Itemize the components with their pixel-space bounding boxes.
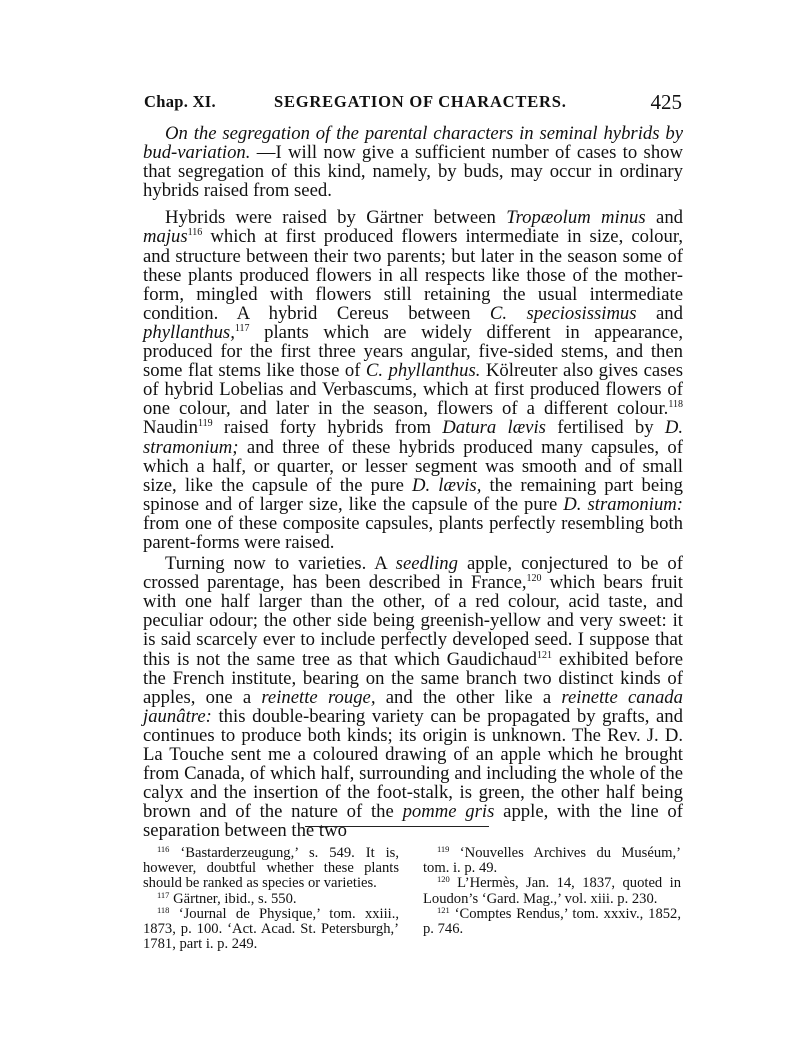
footnote-number: 117 bbox=[157, 889, 170, 900]
footnote-ref: 117 bbox=[234, 322, 250, 334]
paragraph-hybrids bbox=[143, 208, 683, 552]
footnote-divider bbox=[305, 826, 489, 827]
body-text bbox=[143, 124, 683, 840]
footnote-number: 116 bbox=[157, 844, 170, 854]
footnote-text: ‘Comptes Rendus,’ tom. xxxiv., 1852, p. 746. bbox=[423, 905, 681, 938]
paragraph-text: —I will now give a sufficient number of cases to show that segregation of this kind, namely, by buds, may occur in ordinary hybrids raised from seed. bbox=[143, 142, 683, 202]
footnotes-left-column bbox=[143, 846, 399, 952]
text-run: Naudin bbox=[143, 417, 199, 439]
italic-term: D. stramonium; bbox=[143, 417, 683, 458]
text-run: from one of these composite capsules, plants perfectly resembling both parent-forms were raised. bbox=[143, 512, 683, 553]
text-run: plants which are widely different in appearance, produced for the first three years angular, five-sided stems, and then some flat stems like those of bbox=[143, 321, 683, 382]
running-head bbox=[144, 90, 682, 120]
text-run: fertilised by bbox=[545, 417, 665, 439]
text-run: raised forty hybrids from bbox=[212, 417, 443, 439]
footnote bbox=[423, 876, 681, 906]
chapter-label: Chap. XI. bbox=[144, 92, 216, 111]
text-run: Kölreuter also gives cases of hybrid Lobelias and Verbascums, which at first produced flowers of one colour, and later in the season, flowers of a different colour. bbox=[143, 360, 683, 420]
footnote bbox=[143, 904, 399, 953]
footnote-ref: 119 bbox=[198, 418, 213, 430]
footnotes-right-column bbox=[423, 846, 681, 937]
italic-term: reinette rouge, bbox=[261, 686, 376, 708]
text-run: Hybrids were raised by Gärtner between bbox=[165, 207, 507, 229]
text-run: apple, with the line of separation between the two bbox=[143, 801, 683, 842]
italic-term: reinette canada jaunâtre: bbox=[143, 686, 683, 727]
text-run: and bbox=[636, 302, 683, 324]
page-number: 425 bbox=[650, 90, 682, 114]
paragraph-varieties bbox=[143, 554, 683, 840]
italic-term: majus bbox=[143, 226, 188, 248]
italic-term: Tropæolum minus bbox=[506, 207, 646, 229]
text-run: and three of these hybrids produced many capsules, of which a half, or quarter, or lesser segment was smooth and of small size, like the capsule of the pure bbox=[143, 436, 683, 496]
italic-term: D. lævis, bbox=[412, 474, 482, 496]
footnote-ref: 116 bbox=[187, 227, 203, 239]
italic-term: seedling bbox=[395, 553, 458, 575]
italic-term: Datura lævis bbox=[442, 417, 546, 439]
text-run: Turning now to varieties. A bbox=[165, 553, 396, 575]
footnote-ref: 118 bbox=[668, 399, 683, 411]
text-run: apple, conjectured to be of crossed parentage, has been described in France, bbox=[143, 553, 683, 594]
footnote-text: ‘Nouvelles Archives du Muséum,’ tom. i. p. 49. bbox=[423, 845, 681, 877]
text-run: and bbox=[645, 207, 684, 229]
italic-term: C. speciosissimus bbox=[489, 302, 637, 324]
footnote-text: Gärtner, ibid., s. 550. bbox=[169, 890, 297, 907]
footnote-number: 120 bbox=[437, 874, 450, 885]
section-heading: On the segregation of the parental characters in seminal hybrids by bud-variation. bbox=[143, 123, 683, 164]
footnote-number: 118 bbox=[157, 904, 170, 915]
footnote-ref: 121 bbox=[537, 649, 552, 661]
text-run: this double-bearing variety can be propagated by grafts, and continues to produce both kinds; its origin is unknown. The Rev. J. D. La Touche sent me a coloured drawing of an apple which he brought from Canada, of which half, surrounding and including the whole of the calyx and the insertion of the foot-stalk, is green, the other half being brown and of the nature of the bbox=[143, 705, 683, 823]
running-title: SEGREGATION OF CHARACTERS. bbox=[274, 92, 567, 111]
footnote-text: ‘Journal de Physique,’ tom. xxiii., 1873, p. 100. ‘Act. Acad. St. Petersburgh,’ 1781, part i. p. 249. bbox=[143, 905, 399, 953]
footnote bbox=[423, 846, 681, 876]
italic-term: phyllanthus, bbox=[143, 321, 235, 343]
text-run: and the other like a bbox=[375, 686, 562, 708]
footnote-number: 121 bbox=[437, 904, 450, 915]
text-run: which bears fruit with one half larger than the other, of a red colour, acid taste, and peculiar odour; the other side being greenish-yellow and very sweet: it is said scarcely ever to include perfectly developed seed. I suppose that this is not the same tree as that which Gaudichaud bbox=[143, 572, 683, 670]
footnote bbox=[143, 846, 399, 892]
text-run: the remaining part being spinose and of larger size, like the capsule of the pure bbox=[143, 474, 683, 515]
italic-term: D. stramonium: bbox=[563, 493, 684, 515]
paragraph-segregation-intro bbox=[143, 124, 683, 200]
footnote-text: L’Hermès, Jan. 14, 1837, quoted in Loudon’s ‘Gard. Mag.,’ vol. xiii. p. 230. bbox=[423, 875, 681, 907]
footnote-text: ‘Bastarderzeugung,’ s. 549. It is, however, doubtful whether these plants should be ranked as species or varieties. bbox=[143, 845, 399, 892]
footnote bbox=[143, 889, 399, 907]
text-run: which at first produced flowers intermediate in size, colour, and structure between their two parents; but later in the season some of these plants produced flowers in all respects like those of the mother-form, mingled with flowers still retaining the usual intermediate condition. A hybrid Cereus between bbox=[143, 226, 683, 324]
footnote-number: 119 bbox=[437, 844, 450, 854]
text-run: exhibited before the French institute, bearing on the same branch two distinct kinds of apples, one a bbox=[143, 648, 684, 708]
footnote bbox=[423, 904, 681, 938]
italic-term: C. phyllanthus. bbox=[365, 360, 481, 382]
footnote-ref: 120 bbox=[526, 573, 542, 585]
italic-term: pomme gris bbox=[402, 801, 495, 823]
